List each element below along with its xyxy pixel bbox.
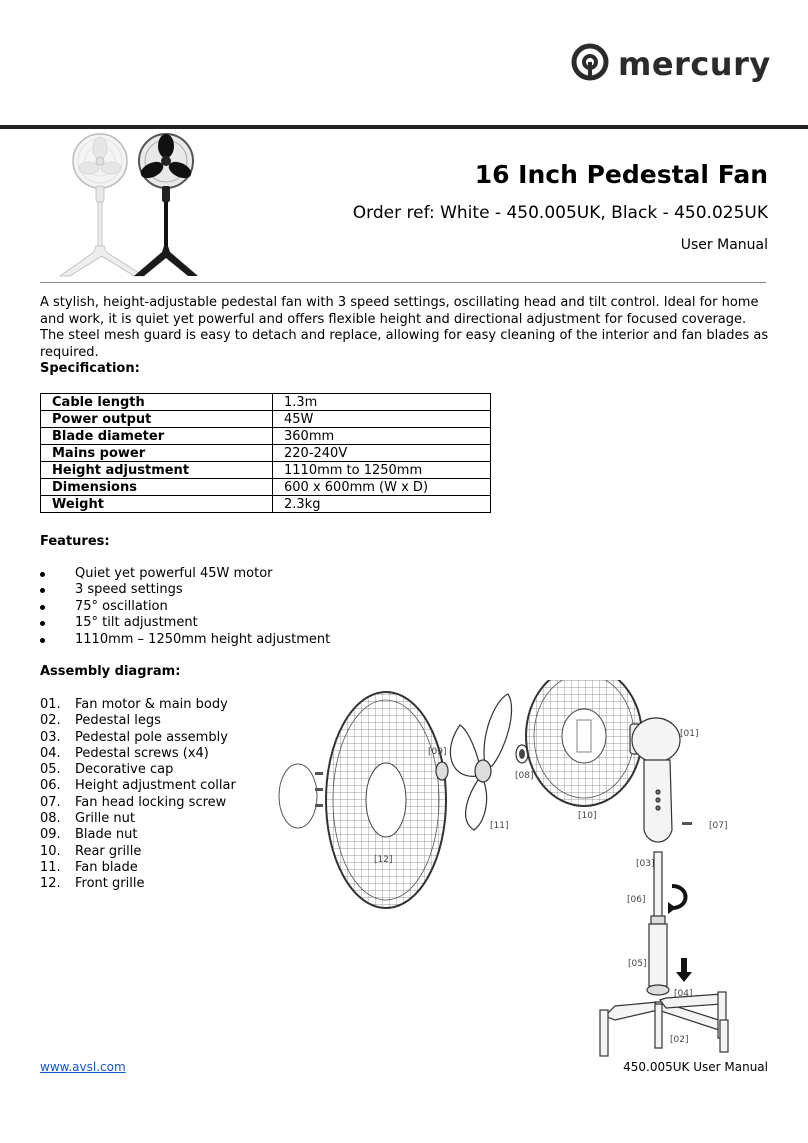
part-item xyxy=(40,746,236,762)
white-fan-image xyxy=(60,134,144,276)
bullet-icon xyxy=(40,638,45,643)
callout-12: [12] xyxy=(374,855,393,865)
part-number: 01. xyxy=(40,697,61,712)
feature-item xyxy=(40,615,330,631)
header-photo-divider xyxy=(40,282,766,283)
part-name: Decorative cap xyxy=(75,762,174,778)
spec-value: 600 x 600mm (W x D) xyxy=(273,479,491,496)
part-number: 12. xyxy=(40,876,61,892)
part-number: 07. xyxy=(40,794,61,810)
part-item xyxy=(40,827,236,843)
part-number: 09. xyxy=(40,827,61,843)
part-item xyxy=(40,730,236,746)
callout-10: [10] xyxy=(578,811,597,821)
part-name: Fan blade xyxy=(75,859,138,875)
feature-text: Quiet yet powerful 45W motor xyxy=(75,566,273,581)
feature-item xyxy=(40,599,330,615)
front-grille-drawing xyxy=(326,692,446,908)
callout-09: [09] xyxy=(428,747,447,757)
part-item xyxy=(40,811,236,827)
intro-paragraph: A stylish, height-adjustable pedestal fan with 3 speed settings, oscillating head and tilt control. Ideal for home and work, it is quiet yet powerful and offers flexible height and directional adjustment for focused coverage. The steel mesh guard is easy to detach and replace, allowing for easy cleaning of the interior and fan blades as required. xyxy=(40,295,769,360)
blade-nut-icon xyxy=(436,762,448,780)
feature-item xyxy=(40,632,330,648)
assembly-parts-list xyxy=(40,697,236,893)
pedestal-legs-drawing xyxy=(600,992,728,1056)
mercury-logo-icon xyxy=(570,42,614,86)
spec-value: 220-240V xyxy=(273,445,491,462)
features-list xyxy=(40,566,330,648)
spec-label: Mains power xyxy=(41,445,273,462)
part-number: 10. xyxy=(40,843,61,859)
part-item xyxy=(40,795,236,811)
features-heading: Features: xyxy=(40,534,110,549)
part-number: 02. xyxy=(40,713,61,729)
spec-value: 360mm xyxy=(273,428,491,445)
spec-row xyxy=(41,496,491,513)
assembly-heading: Assembly diagram: xyxy=(40,664,181,679)
spec-value: 1110mm to 1250mm xyxy=(273,462,491,479)
part-number: 11. xyxy=(40,859,61,875)
pole-drawing xyxy=(647,852,669,995)
part-item xyxy=(40,762,236,778)
brand-logo xyxy=(570,42,770,86)
callout-08: [08] xyxy=(515,771,534,781)
brand-name: mercury xyxy=(618,45,771,83)
callout-01: [01] xyxy=(680,729,699,739)
bullet-icon xyxy=(40,572,45,577)
product-photo xyxy=(40,128,220,280)
bullet-icon xyxy=(40,621,45,626)
rear-grille-drawing xyxy=(526,680,642,806)
rotate-arrow-icon xyxy=(672,886,686,908)
part-name: Fan head locking screw xyxy=(75,794,227,810)
part-item xyxy=(40,778,236,794)
feature-text: 1110mm – 1250mm height adjustment xyxy=(75,631,331,647)
part-name: Front grille xyxy=(75,876,145,892)
part-name: Pedestal legs xyxy=(75,713,161,729)
callout-11: [11] xyxy=(490,821,509,831)
spec-row xyxy=(41,428,491,445)
spec-value: 45W xyxy=(273,411,491,428)
website-link[interactable]: www.avsl.com xyxy=(40,1060,126,1074)
part-name: Blade nut xyxy=(75,827,138,843)
spec-label: Power output xyxy=(41,411,273,428)
black-fan-image xyxy=(134,134,198,276)
spec-row xyxy=(41,462,491,479)
feature-item xyxy=(40,582,330,598)
bullet-icon xyxy=(40,605,45,610)
part-name: Rear grille xyxy=(75,843,142,859)
spec-label: Blade diameter xyxy=(41,428,273,445)
feature-text: 3 speed settings xyxy=(75,582,183,598)
page-title: 16 Inch Pedestal Fan xyxy=(474,160,768,189)
spec-row xyxy=(41,394,491,411)
fan-blade-drawing xyxy=(450,694,511,830)
part-name: Fan motor & main body xyxy=(75,697,228,712)
part-item xyxy=(40,713,236,729)
callout-07: [07] xyxy=(709,821,728,831)
part-number: 06. xyxy=(40,778,61,794)
part-number: 04. xyxy=(40,745,61,761)
feature-text: 15° tilt adjustment xyxy=(75,615,198,631)
locking-screw-icon xyxy=(682,822,692,825)
feature-item xyxy=(40,566,330,582)
bullet-icon xyxy=(40,588,45,593)
part-name: Height adjustment collar xyxy=(75,778,236,794)
part-item xyxy=(40,697,236,713)
spec-row xyxy=(41,445,491,462)
spec-label: Cable length xyxy=(41,394,273,411)
part-item xyxy=(40,860,236,876)
callout-05: [05] xyxy=(628,959,647,969)
spec-row xyxy=(41,479,491,496)
specification-table xyxy=(40,393,491,513)
part-item xyxy=(40,876,236,892)
part-number: 03. xyxy=(40,729,61,745)
callout-04: [04] xyxy=(674,989,693,999)
down-arrow-icon xyxy=(676,958,692,982)
part-name: Pedestal screws (x4) xyxy=(75,745,209,761)
motor-body-drawing xyxy=(630,718,680,842)
callout-02: [02] xyxy=(670,1035,689,1045)
specification-heading: Specification: xyxy=(40,361,140,376)
spec-value: 2.3kg xyxy=(273,496,491,513)
callout-03: [03] xyxy=(636,859,655,869)
part-item xyxy=(40,844,236,860)
spec-label: Dimensions xyxy=(41,479,273,496)
spec-value: 1.3m xyxy=(273,394,491,411)
spec-label: Height adjustment xyxy=(41,462,273,479)
spec-row xyxy=(41,411,491,428)
spec-label: Weight xyxy=(41,496,273,513)
part-name: Grille nut xyxy=(75,811,135,827)
part-name: Pedestal pole assembly xyxy=(75,729,228,745)
order-reference: Order ref: White - 450.005UK, Black - 450.025UK xyxy=(352,203,768,223)
document-subtitle: User Manual xyxy=(680,237,768,253)
assembly-diagram xyxy=(270,680,770,1070)
part-number: 08. xyxy=(40,811,61,827)
part-number: 05. xyxy=(40,762,61,778)
feature-text: 75° oscillation xyxy=(75,598,168,614)
footer-doc-ref: 450.005UK User Manual xyxy=(623,1060,768,1074)
callout-06: [06] xyxy=(627,895,646,905)
decorative-disc-icon xyxy=(279,764,317,828)
